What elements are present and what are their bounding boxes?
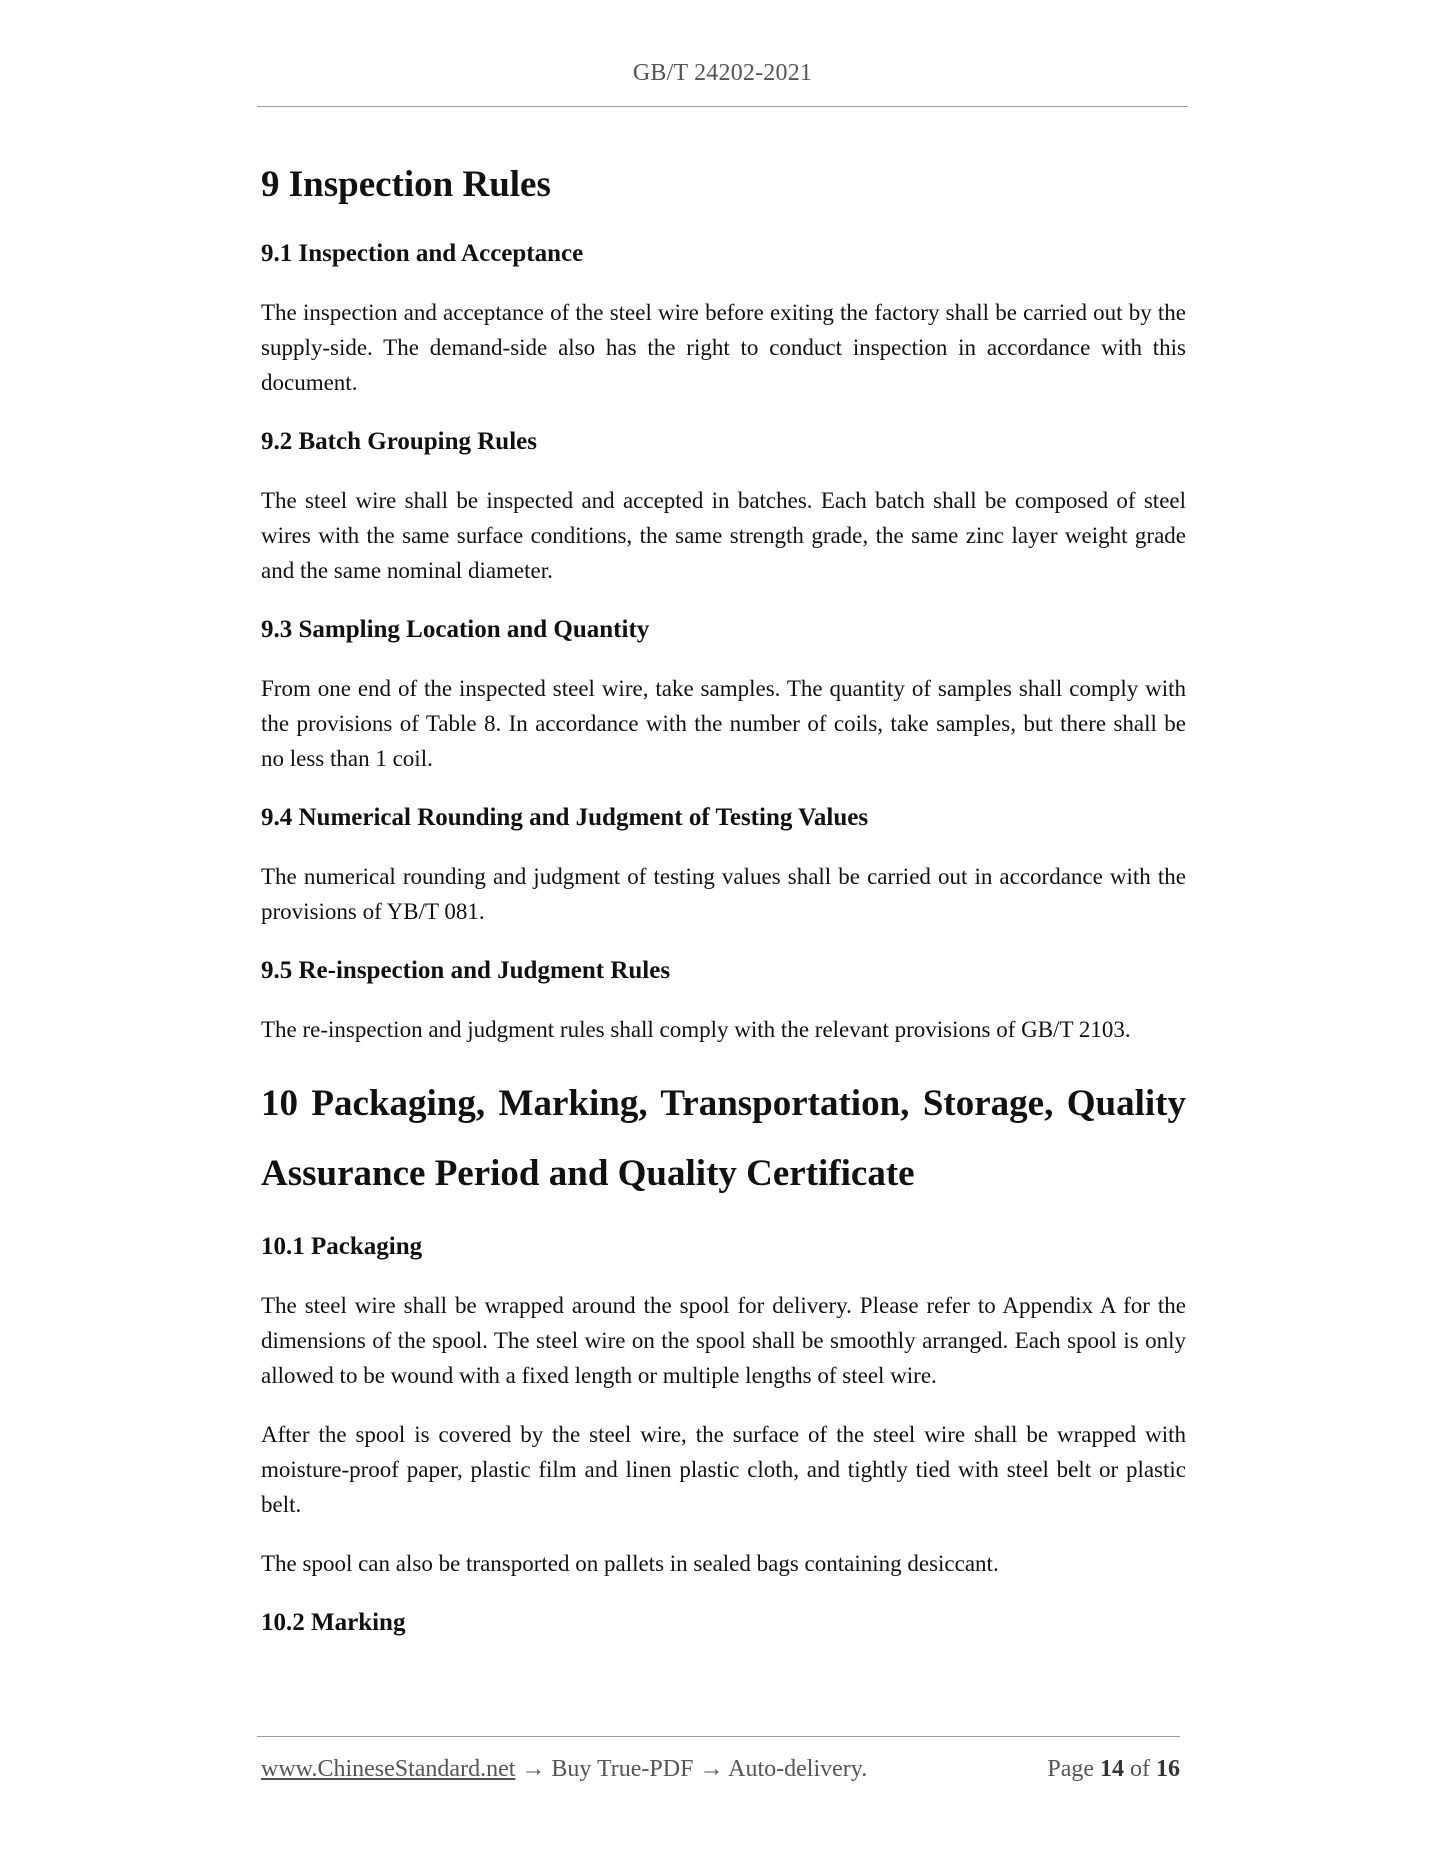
section-9-4-heading: 9.4 Numerical Rounding and Judgment of Testing Values bbox=[261, 804, 869, 831]
section-9-3-paragraph: From one end of the inspected steel wire, take samples. The quantity of samples shall comply with the provisions of Table 8. In accordance with the number of coils, take samples, but there shall be no less than 1 coil. bbox=[261, 676, 1186, 771]
section-9-5-paragraph: The re-inspection and judgment rules shall comply with the relevant provisions of GB/T 2103. bbox=[261, 1017, 1131, 1042]
section-9-2-paragraph: The steel wire shall be inspected and accepted in batches. Each batch shall be composed of steel wires with the same surface conditions, the same strength grade, the same zinc layer weight grade and the same nominal diameter. bbox=[261, 488, 1186, 583]
section-9-1-heading: 9.1 Inspection and Acceptance bbox=[261, 240, 584, 267]
arrow-right-icon: → bbox=[521, 1756, 546, 1782]
arrow-right-icon: → bbox=[699, 1756, 724, 1782]
section-10-1-heading: 10.1 Packaging bbox=[261, 1233, 423, 1260]
buy-pdf-text: Buy True-PDF bbox=[551, 1756, 694, 1782]
section-10-1-paragraph-3: The spool can also be transported on pallets in sealed bags containing desiccant. bbox=[261, 1551, 999, 1576]
website-link[interactable]: www.ChineseStandard.net bbox=[261, 1756, 516, 1782]
running-header-title: GB/T 24202-2021 bbox=[632, 60, 813, 86]
section-10-heading: 10 Packaging, Marking, Transportation, Storage, Quality Assurance Period and Quality Certificate bbox=[261, 1083, 1186, 1194]
of-label: of bbox=[1130, 1756, 1150, 1782]
section-9-4-paragraph: The numerical rounding and judgment of testing values shall be carried out in accordance with the provisions of YB/T 081. bbox=[261, 864, 1186, 924]
footer-divider bbox=[257, 1736, 1180, 1737]
section-10-2-heading: 10.2 Marking bbox=[261, 1609, 406, 1636]
section-10-1-paragraph-1: The steel wire shall be wrapped around the spool for delivery. Please refer to Appendix A for the dimensions of the spool. The steel wire on the spool shall be smoothly arranged. Each spool is only allowed to be wound with a fixed length or multiple lengths of steel wire. bbox=[261, 1293, 1186, 1388]
section-9-3-heading: 9.3 Sampling Location and Quantity bbox=[261, 616, 650, 643]
section-9-5-heading: 9.5 Re-inspection and Judgment Rules bbox=[261, 957, 671, 984]
page-indicator bbox=[1047, 1756, 1180, 1783]
page-label: Page bbox=[1047, 1756, 1094, 1782]
header-divider bbox=[257, 106, 1188, 107]
total-pages-number: 16 bbox=[1156, 1756, 1180, 1782]
section-9-1-paragraph: The inspection and acceptance of the steel wire before exiting the factory shall be carried out by the supply-side. The demand-side also has the right to conduct inspection in accordance with this document. bbox=[261, 300, 1186, 395]
document-body bbox=[261, 150, 1186, 1641]
footer-promo bbox=[261, 1756, 867, 1783]
auto-delivery-text: Auto-delivery. bbox=[728, 1756, 868, 1782]
current-page-number: 14 bbox=[1100, 1756, 1124, 1782]
section-9-heading: 9 Inspection Rules bbox=[261, 164, 551, 205]
section-9-2-heading: 9.2 Batch Grouping Rules bbox=[261, 428, 537, 455]
section-10-1-paragraph-2: After the spool is covered by the steel wire, the surface of the steel wire shall be wrapped with moisture-proof paper, plastic film and linen plastic cloth, and tightly tied with steel belt or plastic belt. bbox=[261, 1422, 1186, 1517]
